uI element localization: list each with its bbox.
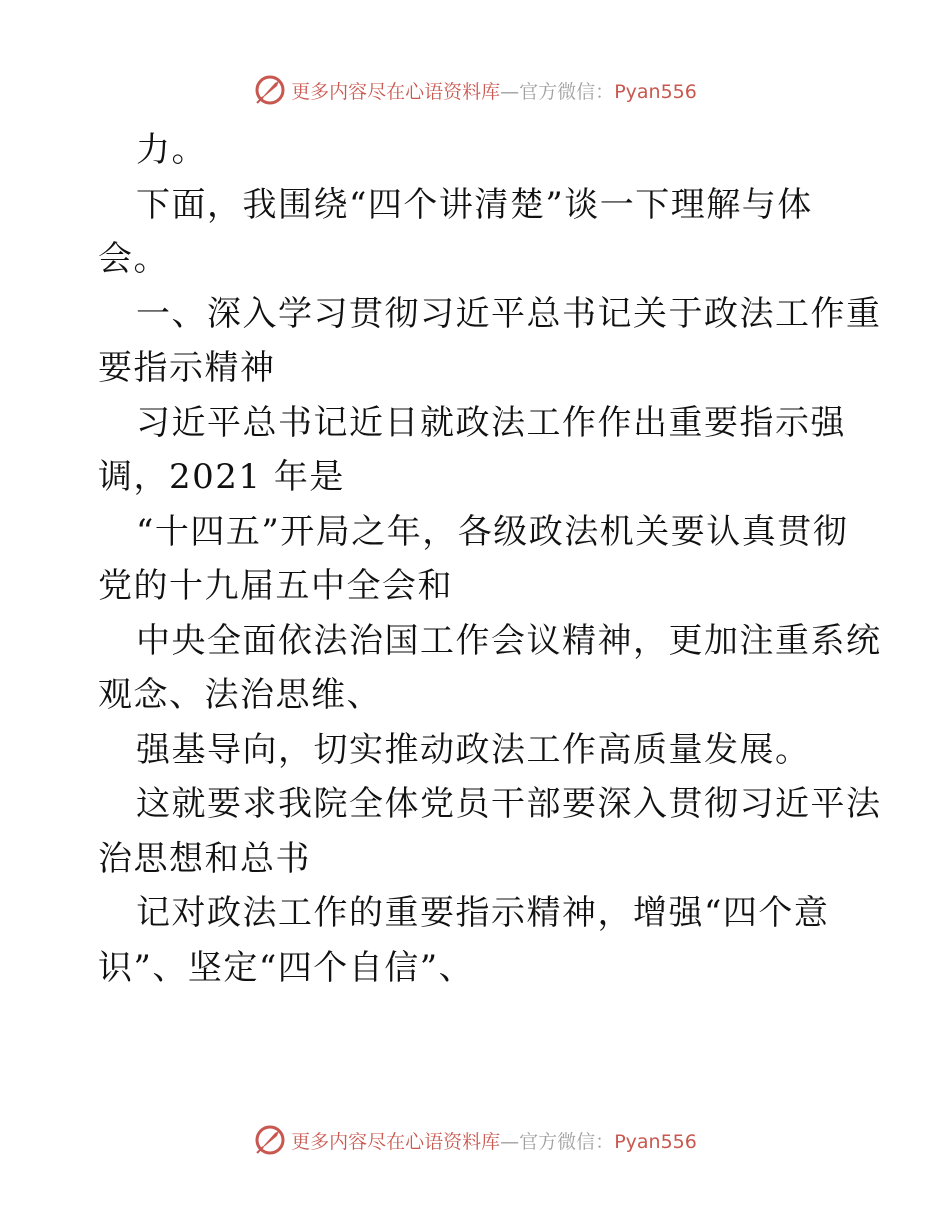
text-line: “十四五”开局之年，各级政法机关要认真贯彻	[136, 511, 849, 552]
watermark-sep: —官方微信：	[500, 80, 615, 103]
text-line: 要指示精神	[98, 348, 276, 388]
quill-pen-icon	[253, 1123, 287, 1157]
document-body	[98, 123, 882, 995]
text-line: 强基导向，切实推动政法工作高质量发展。	[136, 729, 811, 770]
watermark-id: Pyan556	[614, 1130, 697, 1153]
text-line: 这就要求我院全体党员干部要深入贯彻习近平法	[136, 784, 882, 824]
watermark-main: 更多内容尽在心语资料库	[291, 1130, 501, 1153]
watermark-text	[291, 1127, 697, 1154]
text-line: 党的十九届五中全会和	[98, 566, 453, 606]
watermark-id: Pyan556	[614, 80, 697, 103]
quill-pen-icon	[253, 73, 287, 107]
watermark-text	[291, 77, 697, 104]
watermark-group	[253, 1123, 697, 1157]
text-line: 调，2021 年是	[98, 457, 345, 497]
header-watermark	[0, 70, 950, 110]
text-line: 一、深入学习贯彻习近平总书记关于政法工作重	[136, 293, 882, 334]
footer-watermark	[0, 1120, 950, 1160]
text-line: 力。	[136, 130, 207, 170]
text-line: 记对政法工作的重要指示精神，增强“四个意	[136, 893, 830, 933]
watermark-main: 更多内容尽在心语资料库	[291, 80, 501, 103]
text-line: 下面，我围绕“四个讲清楚”谈一下理解与体	[136, 184, 813, 225]
text-line: 会。	[98, 239, 169, 279]
watermark-sep: —官方微信：	[500, 1130, 615, 1153]
text-line: 识”、坚定“四个自信”、	[98, 947, 475, 988]
text-line: 习近平总书记近日就政法工作作出重要指示强	[136, 402, 846, 443]
text-line: 治思想和总书	[98, 838, 311, 879]
text-line: 中央全面依法治国工作会议精神，更加注重系统	[136, 620, 882, 661]
watermark-group	[253, 73, 697, 107]
text-line: 观念、法治思维、	[98, 675, 382, 715]
